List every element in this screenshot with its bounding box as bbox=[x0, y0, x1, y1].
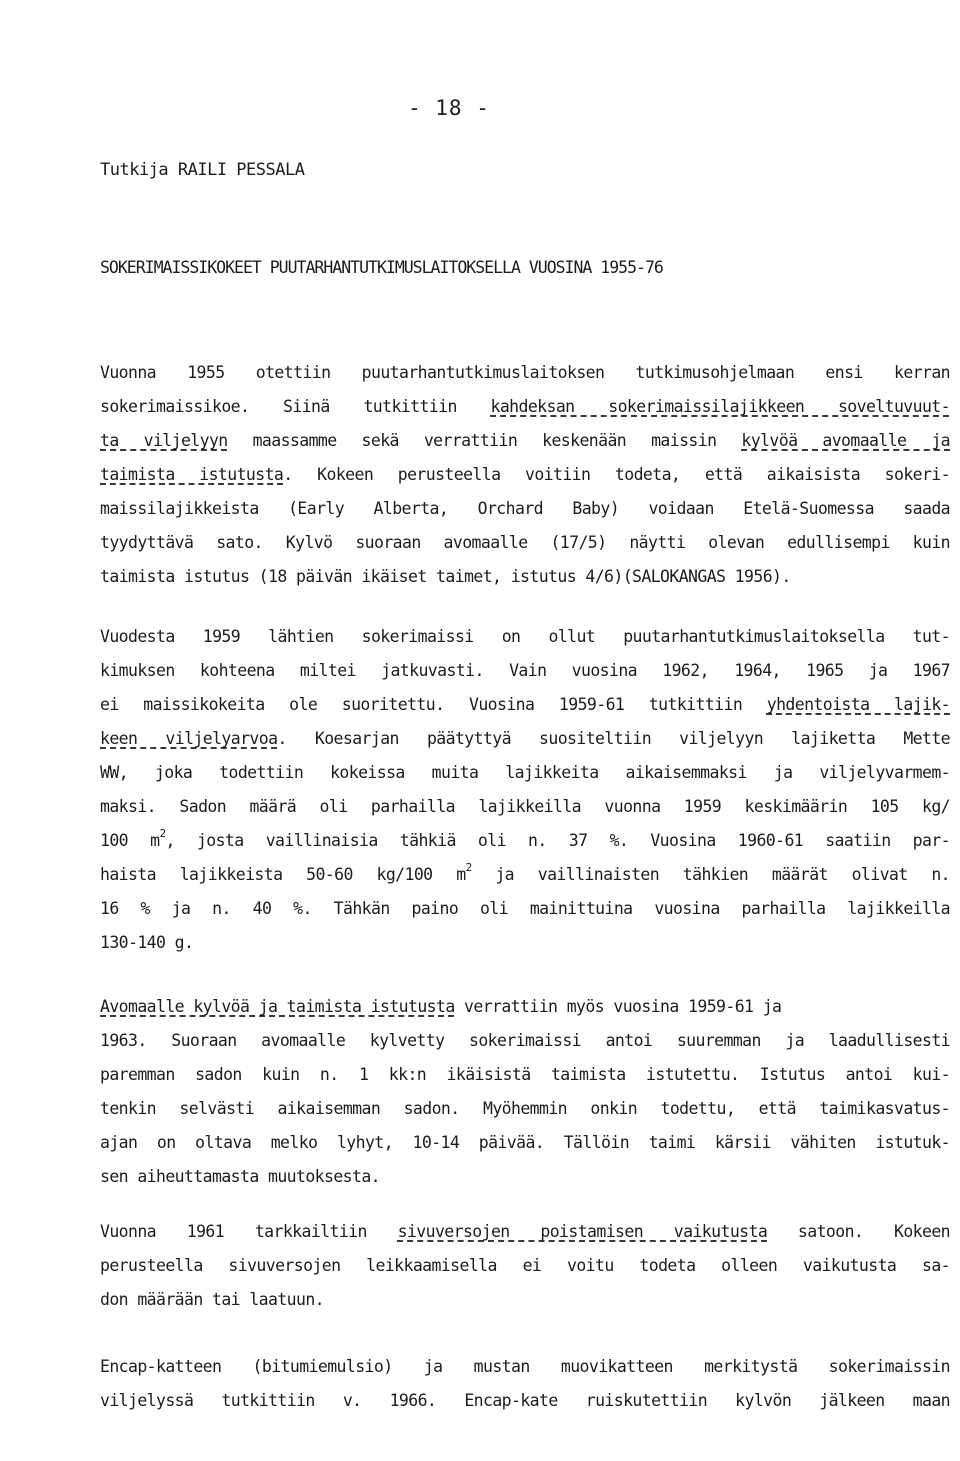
text-segment: . Koesarjan päätyttyä suositeltiin viljelyyn lajiketta Mette bbox=[277, 729, 950, 748]
superscript: 2 bbox=[159, 827, 166, 840]
paragraph-line bbox=[100, 824, 950, 858]
underlined-phrase: kahdeksan sokerimaissilajikkeen soveltuvuut- bbox=[490, 397, 950, 416]
paragraph-line: WW, joka todettiin kokeissa muita lajikkeita aikaisemmaksi ja viljelyvarmem- bbox=[100, 763, 950, 782]
paragraph-4 bbox=[100, 1215, 950, 1317]
paragraph-line: 1963. Suoraan avomaalle kylvetty sokerimaissi antoi suuremman ja laadullisesti bbox=[100, 1031, 950, 1050]
paragraph-line: ajan on oltava melko lyhyt, 10-14 päivää. Tällöin taimi kärsii vähiten istutuk- bbox=[100, 1133, 950, 1152]
superscript: 2 bbox=[465, 861, 472, 874]
text-segment: ja vaillinaisten tähkien määrät olivat n. bbox=[471, 865, 950, 884]
text-segment: , josta vaillinaisia tähkiä oli n. 37 %. Vuosina 1960-61 saatiin par- bbox=[165, 831, 950, 850]
text-segment: verrattiin myös vuosina 1959-61 ja bbox=[454, 997, 782, 1016]
underlined-phrase: taimista istutusta bbox=[100, 465, 284, 484]
paragraph-line bbox=[100, 458, 950, 492]
paragraph-line: Vuonna 1955 otettiin puutarhantutkimuslaitoksen tutkimusohjelmaan ensi kerran bbox=[100, 363, 950, 382]
paragraph-2 bbox=[100, 620, 950, 960]
paragraph-line: taimista istutus (18 päivän ikäiset taimet, istutus 4/6)(SALOKANGAS 1956). bbox=[100, 567, 791, 586]
paragraph-line bbox=[100, 424, 950, 458]
text-segment: haista lajikkeista 50-60 kg/100 m bbox=[100, 865, 466, 884]
paragraph-3 bbox=[100, 990, 950, 1194]
paragraph-line: tyydyttävä sato. Kylvö suoraan avomaalle (17/5) näytti olevan edullisempi kuin bbox=[100, 533, 950, 552]
paragraph-line: Vuodesta 1959 lähtien sokerimaissi on ollut puutarhantutkimuslaitoksella tut- bbox=[100, 627, 950, 646]
paragraph-line bbox=[100, 688, 950, 722]
paragraph-line: viljelyssä tutkittiin v. 1966. Encap-kate ruiskutettiin kylvön jälkeen maan bbox=[100, 1391, 950, 1410]
text-segment: ei maissikokeita ole suoritettu. Vuosina 1959-61 tutkittiin bbox=[100, 695, 743, 714]
paragraph-line: maissilajikkeista (Early Alberta, Orchard Baby) voidaan Etelä-Suomessa saada bbox=[100, 499, 950, 518]
paragraph-line: 16 % ja n. 40 %. Tähkän paino oli mainittuina vuosina parhailla lajikkeilla bbox=[100, 899, 950, 918]
text-segment: maassamme sekä verrattiin keskenään maissin bbox=[227, 431, 717, 450]
text-segment: sokerimaissikoe. Siinä tutkittiin bbox=[100, 397, 457, 416]
text-segment: satoon. Kokeen bbox=[767, 1222, 951, 1241]
paragraph-line bbox=[100, 722, 950, 756]
underlined-phrase: kylvöä avomaalle ja bbox=[741, 431, 950, 450]
paragraph-line: maksi. Sadon määrä oli parhailla lajikkeilla vuonna 1959 keskimäärin 105 kg/ bbox=[100, 797, 950, 816]
paragraph-line: Encap-katteen (bitumiemulsio) ja mustan muovikatteen merkitystä sokerimaissin bbox=[100, 1357, 950, 1376]
paragraph-line: sen aiheuttamasta muutoksesta. bbox=[100, 1167, 381, 1186]
underlined-phrase: ta viljelyyn bbox=[100, 431, 228, 450]
paragraph-line bbox=[100, 390, 950, 424]
paragraph-line: kimuksen kohteena miltei jatkuvasti. Vain vuosina 1962, 1964, 1965 ja 1967 bbox=[100, 661, 950, 680]
paragraph-line bbox=[100, 1215, 950, 1249]
text-segment: . Kokeen perusteella voitiin todeta, että aikaisista sokeri- bbox=[283, 465, 951, 484]
article-title: SOKERIMAISSIKOKEET PUUTARHANTUTKIMUSLAITOKSELLA VUOSINA 1955-76 bbox=[100, 258, 663, 277]
underlined-phrase: keen viljelyarvoa bbox=[100, 729, 278, 748]
paragraph-line bbox=[100, 990, 950, 1024]
underlined-phrase: Avomaalle kylvöä ja taimista istutusta bbox=[100, 997, 455, 1016]
underlined-phrase: yhdentoista lajik- bbox=[766, 695, 950, 714]
paragraph-line: don määrään tai laatuun. bbox=[100, 1290, 325, 1309]
paragraph-line: tenkin selvästi aikaisemman sadon. Myöhemmin onkin todettu, että taimikasvatus- bbox=[100, 1099, 950, 1118]
text-segment: 100 m bbox=[100, 831, 160, 850]
paragraph-1 bbox=[100, 356, 950, 594]
paragraph-line: perusteella sivuversojen leikkaamisella ei voitu todeta olleen vaikutusta sa- bbox=[100, 1256, 950, 1275]
paragraph-5 bbox=[100, 1350, 950, 1418]
text-segment: Vuonna 1961 tarkkailtiin bbox=[100, 1222, 367, 1241]
paragraph-line bbox=[100, 858, 950, 892]
paragraph-line: 130-140 g. bbox=[100, 933, 194, 952]
author-line: Tutkija RAILI PESSALA bbox=[100, 160, 305, 180]
paragraph-line: paremman sadon kuin n. 1 kk:n ikäisistä taimista istutettu. Istutus antoi kui- bbox=[100, 1065, 950, 1084]
underlined-phrase: sivuversojen poistamisen vaikutusta bbox=[397, 1222, 768, 1241]
page-number: - 18 - bbox=[408, 96, 490, 120]
